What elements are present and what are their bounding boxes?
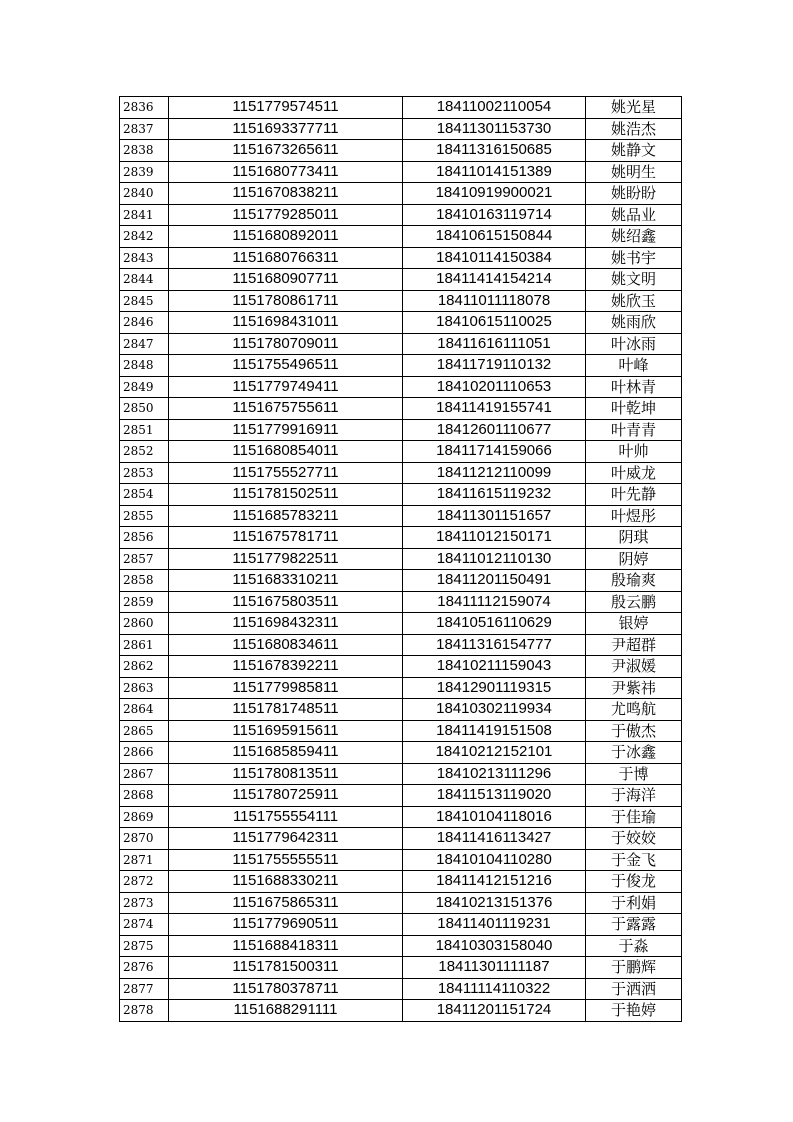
exam-number-cell: 18411201150491 — [403, 570, 586, 592]
table-row — [120, 892, 682, 914]
name-cell: 尹淑媛 — [586, 656, 682, 678]
exam-number-cell: 18411014151389 — [403, 161, 586, 183]
id-number-cell: 1151780725911 — [169, 785, 403, 807]
exam-number-cell: 18411714159066 — [403, 441, 586, 463]
id-number-cell: 1151680854011 — [169, 441, 403, 463]
id-number-cell: 1151680892011 — [169, 226, 403, 248]
id-number-cell: 1151693377711 — [169, 118, 403, 140]
exam-number-cell: 18410615150844 — [403, 226, 586, 248]
name-cell: 尤鸣航 — [586, 699, 682, 721]
row-number-cell: 2847 — [120, 333, 169, 355]
id-number-cell: 1151675803511 — [169, 591, 403, 613]
exam-number-cell: 18410104118016 — [403, 806, 586, 828]
row-number-cell: 2840 — [120, 183, 169, 205]
id-number-cell: 1151675781711 — [169, 527, 403, 549]
row-number-cell: 2839 — [120, 161, 169, 183]
exam-number-cell: 18410104110280 — [403, 849, 586, 871]
id-number-cell: 1151780813511 — [169, 763, 403, 785]
exam-number-cell: 18411301151657 — [403, 505, 586, 527]
exam-number-cell: 18410615110025 — [403, 312, 586, 334]
exam-number-cell: 18411212110099 — [403, 462, 586, 484]
id-number-cell: 1151779690511 — [169, 914, 403, 936]
row-number-cell: 2873 — [120, 892, 169, 914]
id-number-cell: 1151680834611 — [169, 634, 403, 656]
table-row — [120, 97, 682, 119]
name-cell: 殷云鹏 — [586, 591, 682, 613]
table-row — [120, 806, 682, 828]
id-number-cell: 1151780378711 — [169, 978, 403, 1000]
table-row — [120, 677, 682, 699]
name-cell: 姚绍鑫 — [586, 226, 682, 248]
table-row — [120, 226, 682, 248]
table-row — [120, 527, 682, 549]
name-cell: 于佳瑜 — [586, 806, 682, 828]
row-number-cell: 2853 — [120, 462, 169, 484]
name-cell: 姚盼盼 — [586, 183, 682, 205]
name-cell: 姚品业 — [586, 204, 682, 226]
row-number-cell: 2862 — [120, 656, 169, 678]
row-number-cell: 2846 — [120, 312, 169, 334]
roster-table-body — [120, 97, 682, 1022]
id-number-cell: 1151698431011 — [169, 312, 403, 334]
name-cell: 于金飞 — [586, 849, 682, 871]
table-row — [120, 398, 682, 420]
name-cell: 于海洋 — [586, 785, 682, 807]
name-cell: 尹超群 — [586, 634, 682, 656]
table-row — [120, 742, 682, 764]
exam-number-cell: 18411316154777 — [403, 634, 586, 656]
name-cell: 叶煜彤 — [586, 505, 682, 527]
exam-number-cell: 18411412151216 — [403, 871, 586, 893]
name-cell: 于露露 — [586, 914, 682, 936]
table-row — [120, 849, 682, 871]
id-number-cell: 1151683310211 — [169, 570, 403, 592]
row-number-cell: 2869 — [120, 806, 169, 828]
exam-number-cell: 18411011118078 — [403, 290, 586, 312]
row-number-cell: 2836 — [120, 97, 169, 119]
exam-number-cell: 18411416113427 — [403, 828, 586, 850]
name-cell: 于艳婷 — [586, 1000, 682, 1022]
table-row — [120, 914, 682, 936]
id-number-cell: 1151755555511 — [169, 849, 403, 871]
table-row — [120, 570, 682, 592]
table-row — [120, 355, 682, 377]
id-number-cell: 1151779574511 — [169, 97, 403, 119]
name-cell: 姚浩杰 — [586, 118, 682, 140]
table-row — [120, 247, 682, 269]
id-number-cell: 1151780861711 — [169, 290, 403, 312]
table-row — [120, 828, 682, 850]
exam-number-cell: 18410213151376 — [403, 892, 586, 914]
exam-number-cell: 18410213111296 — [403, 763, 586, 785]
row-number-cell: 2875 — [120, 935, 169, 957]
table-row — [120, 1000, 682, 1022]
row-number-cell: 2860 — [120, 613, 169, 635]
id-number-cell: 1151781500311 — [169, 957, 403, 979]
id-number-cell: 1151680907711 — [169, 269, 403, 291]
exam-number-cell: 18411012110130 — [403, 548, 586, 570]
name-cell: 于洒洒 — [586, 978, 682, 1000]
name-cell: 叶乾坤 — [586, 398, 682, 420]
exam-number-cell: 18410302119934 — [403, 699, 586, 721]
name-cell: 于利娟 — [586, 892, 682, 914]
row-number-cell: 2877 — [120, 978, 169, 1000]
name-cell: 叶峰 — [586, 355, 682, 377]
table-row — [120, 312, 682, 334]
name-cell: 姚光星 — [586, 97, 682, 119]
table-row — [120, 720, 682, 742]
exam-number-cell: 18411301111187 — [403, 957, 586, 979]
row-number-cell: 2842 — [120, 226, 169, 248]
id-number-cell: 1151680766311 — [169, 247, 403, 269]
table-row — [120, 699, 682, 721]
row-number-cell: 2841 — [120, 204, 169, 226]
exam-number-cell: 18411414154214 — [403, 269, 586, 291]
id-number-cell: 1151781502511 — [169, 484, 403, 506]
id-number-cell: 1151755554111 — [169, 806, 403, 828]
name-cell: 阴琪 — [586, 527, 682, 549]
id-number-cell: 1151779285011 — [169, 204, 403, 226]
name-cell: 于鹏辉 — [586, 957, 682, 979]
table-row — [120, 548, 682, 570]
exam-number-cell: 18411719110132 — [403, 355, 586, 377]
exam-number-cell: 18411301153730 — [403, 118, 586, 140]
name-cell: 姚静文 — [586, 140, 682, 162]
row-number-cell: 2870 — [120, 828, 169, 850]
name-cell: 银婷 — [586, 613, 682, 635]
name-cell: 姚书宇 — [586, 247, 682, 269]
table-row — [120, 591, 682, 613]
id-number-cell: 1151779822511 — [169, 548, 403, 570]
name-cell: 尹紫祎 — [586, 677, 682, 699]
id-number-cell: 1151779749411 — [169, 376, 403, 398]
id-number-cell: 1151688330211 — [169, 871, 403, 893]
name-cell: 于傲杰 — [586, 720, 682, 742]
exam-number-cell: 18411316150685 — [403, 140, 586, 162]
table-row — [120, 290, 682, 312]
table-row — [120, 763, 682, 785]
id-number-cell: 1151680773411 — [169, 161, 403, 183]
row-number-cell: 2865 — [120, 720, 169, 742]
exam-number-cell: 18411419151508 — [403, 720, 586, 742]
row-number-cell: 2851 — [120, 419, 169, 441]
id-number-cell: 1151781748511 — [169, 699, 403, 721]
row-number-cell: 2850 — [120, 398, 169, 420]
table-row — [120, 656, 682, 678]
row-number-cell: 2857 — [120, 548, 169, 570]
row-number-cell: 2838 — [120, 140, 169, 162]
table-row — [120, 269, 682, 291]
row-number-cell: 2845 — [120, 290, 169, 312]
table-row — [120, 140, 682, 162]
id-number-cell: 1151755527711 — [169, 462, 403, 484]
roster-table — [119, 96, 682, 1022]
id-number-cell: 1151673265611 — [169, 140, 403, 162]
row-number-cell: 2843 — [120, 247, 169, 269]
id-number-cell: 1151698432311 — [169, 613, 403, 635]
id-number-cell: 1151675865311 — [169, 892, 403, 914]
row-number-cell: 2849 — [120, 376, 169, 398]
exam-number-cell: 18411201151724 — [403, 1000, 586, 1022]
row-number-cell: 2859 — [120, 591, 169, 613]
table-row — [120, 978, 682, 1000]
name-cell: 于俊龙 — [586, 871, 682, 893]
row-number-cell: 2866 — [120, 742, 169, 764]
row-number-cell: 2872 — [120, 871, 169, 893]
name-cell: 叶先静 — [586, 484, 682, 506]
name-cell: 于淼 — [586, 935, 682, 957]
id-number-cell: 1151688291111 — [169, 1000, 403, 1022]
name-cell: 叶帅 — [586, 441, 682, 463]
id-number-cell: 1151779985811 — [169, 677, 403, 699]
id-number-cell: 1151779642311 — [169, 828, 403, 850]
row-number-cell: 2864 — [120, 699, 169, 721]
row-number-cell: 2855 — [120, 505, 169, 527]
name-cell: 姚欣玉 — [586, 290, 682, 312]
table-row — [120, 634, 682, 656]
name-cell: 于冰鑫 — [586, 742, 682, 764]
row-number-cell: 2876 — [120, 957, 169, 979]
table-row — [120, 785, 682, 807]
table-row — [120, 484, 682, 506]
row-number-cell: 2861 — [120, 634, 169, 656]
table-row — [120, 935, 682, 957]
name-cell: 殷瑜爽 — [586, 570, 682, 592]
table-row — [120, 118, 682, 140]
row-number-cell: 2878 — [120, 1000, 169, 1022]
exam-number-cell: 18410919900021 — [403, 183, 586, 205]
exam-number-cell: 18412901119315 — [403, 677, 586, 699]
table-row — [120, 505, 682, 527]
row-number-cell: 2858 — [120, 570, 169, 592]
row-number-cell: 2867 — [120, 763, 169, 785]
name-cell: 叶冰雨 — [586, 333, 682, 355]
table-row — [120, 957, 682, 979]
row-number-cell: 2837 — [120, 118, 169, 140]
exam-number-cell: 18410516110629 — [403, 613, 586, 635]
name-cell: 于博 — [586, 763, 682, 785]
name-cell: 姚文明 — [586, 269, 682, 291]
name-cell: 姚雨欣 — [586, 312, 682, 334]
row-number-cell: 2844 — [120, 269, 169, 291]
name-cell: 叶青青 — [586, 419, 682, 441]
row-number-cell: 2856 — [120, 527, 169, 549]
row-number-cell: 2854 — [120, 484, 169, 506]
table-row — [120, 204, 682, 226]
id-number-cell: 1151755496511 — [169, 355, 403, 377]
table-row — [120, 419, 682, 441]
exam-number-cell: 18410201110653 — [403, 376, 586, 398]
id-number-cell: 1151780709011 — [169, 333, 403, 355]
id-number-cell: 1151678392211 — [169, 656, 403, 678]
id-number-cell: 1151685783211 — [169, 505, 403, 527]
table-row — [120, 183, 682, 205]
exam-number-cell: 18410114150384 — [403, 247, 586, 269]
table-row — [120, 462, 682, 484]
name-cell: 叶林青 — [586, 376, 682, 398]
row-number-cell: 2848 — [120, 355, 169, 377]
name-cell: 姚明生 — [586, 161, 682, 183]
exam-number-cell: 18410163119714 — [403, 204, 586, 226]
row-number-cell: 2868 — [120, 785, 169, 807]
id-number-cell: 1151685859411 — [169, 742, 403, 764]
row-number-cell: 2871 — [120, 849, 169, 871]
exam-number-cell: 18411012150171 — [403, 527, 586, 549]
table-row — [120, 161, 682, 183]
id-number-cell: 1151779916911 — [169, 419, 403, 441]
exam-number-cell: 18411002110054 — [403, 97, 586, 119]
id-number-cell: 1151695915611 — [169, 720, 403, 742]
exam-number-cell: 18410212152101 — [403, 742, 586, 764]
exam-number-cell: 18411401119231 — [403, 914, 586, 936]
row-number-cell: 2863 — [120, 677, 169, 699]
table-row — [120, 613, 682, 635]
table-row — [120, 333, 682, 355]
id-number-cell: 1151675755611 — [169, 398, 403, 420]
row-number-cell: 2852 — [120, 441, 169, 463]
name-cell: 叶威龙 — [586, 462, 682, 484]
exam-number-cell: 18411114110322 — [403, 978, 586, 1000]
id-number-cell: 1151670838211 — [169, 183, 403, 205]
name-cell: 于姣姣 — [586, 828, 682, 850]
id-number-cell: 1151688418311 — [169, 935, 403, 957]
exam-number-cell: 18411513119020 — [403, 785, 586, 807]
exam-number-cell: 18410303158040 — [403, 935, 586, 957]
exam-number-cell: 18411615119232 — [403, 484, 586, 506]
exam-number-cell: 18410211159043 — [403, 656, 586, 678]
exam-number-cell: 18411616111051 — [403, 333, 586, 355]
exam-number-cell: 18411112159074 — [403, 591, 586, 613]
name-cell: 阴婷 — [586, 548, 682, 570]
exam-number-cell: 18412601110677 — [403, 419, 586, 441]
table-row — [120, 871, 682, 893]
exam-number-cell: 18411419155741 — [403, 398, 586, 420]
row-number-cell: 2874 — [120, 914, 169, 936]
table-row — [120, 376, 682, 398]
table-row — [120, 441, 682, 463]
